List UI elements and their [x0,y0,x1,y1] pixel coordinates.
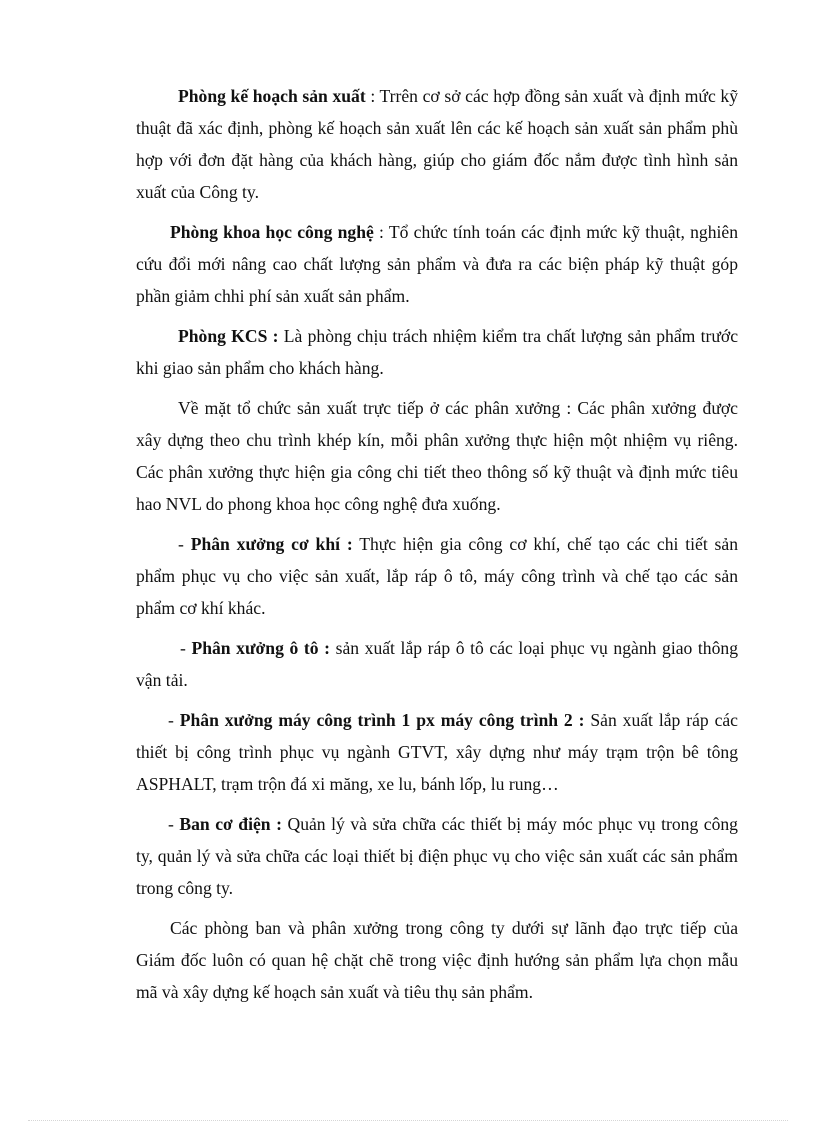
text-kcs: Là phòng chịu trách nhiệm kiểm tra chất lượng sản phẩm trước khi giao sản phẩm cho khách hàng. [136,326,739,378]
text-machinery-workshop: Sản xuất lắp ráp các thiết bị công trình phục vụ ngành GTVT, xây dựng như máy trạm trộn bê tông ASPHALT, trạm trộn đá xi măng, xe lu, bánh lốp, lu rung… [136,710,738,794]
paragraph-production-planning [136,80,738,208]
term-kcs: Phòng KCS : [178,326,279,346]
paragraph-machinery-workshop [136,704,738,800]
paragraph-automobile-workshop [136,632,738,696]
term-science-technology: Phòng khoa học công nghệ [170,222,374,242]
paragraph-mechanical-workshop [136,528,738,624]
prefix-mechanical-workshop: - [178,534,191,554]
term-machinery-workshop: Phân xưởng máy công trình 1 px máy công trình 2 : [179,710,585,730]
paragraph-science-technology [136,216,738,312]
paragraph-electromechanical-board [136,808,738,904]
paragraph-workshop-organization [136,392,738,520]
text-mechanical-workshop: Thực hiện gia công cơ khí, chế tạo các chi tiết sản phẩm phục vụ cho việc sản xuất, lắp ráp ô tô, máy công trình và chế tạo các sản phẩm cơ khí khác. [136,534,738,618]
prefix-automobile-workshop: - [180,638,192,658]
text-production-planning: : Trrên cơ sở các hợp đồng sản xuất và định mức kỹ thuật đã xác định, phòng kế hoạch sản xuất lên các kế hoạch sản xuất sản phẩm phù hợp với đơn đặt hàng của khách hàng, giúp cho giám đốc nắm được tình hình sản xuất của Công ty. [136,86,738,202]
text-science-technology: : Tổ chức tính toán các định mức kỹ thuật, nghiên cứu đổi mới nâng cao chất lượng sản phẩm và đưa ra các biện pháp kỹ thuật góp phần giảm chhi phí sản xuất sản phẩm. [136,222,739,306]
paragraph-summary [136,912,738,1008]
page-bottom-divider [28,1120,788,1121]
prefix-electromechanical-board: - [168,814,180,834]
prefix-machinery-workshop: - [168,710,180,730]
term-mechanical-workshop: Phân xưởng cơ khí : [190,534,353,554]
document-page [136,80,738,1016]
text-electromechanical-board: Quản lý và sửa chữa các thiết bị máy móc phục vụ trong công ty, quản lý và sửa chữa các loại thiết bị điện phục vụ cho việc sản xuất các sản phẩm trong công ty. [136,814,738,898]
text-workshop-organization: Về mặt tổ chức sản xuất trực tiếp ở các phân xưởng : Các phân xưởng được xây dựng theo chu trình khép kín, mỗi phân xưởng thực hiện một nhiệm vụ riêng. Các phân xưởng thực hiện gia công chi tiết theo thông số kỹ thuật và định mức tiêu hao NVL do phong khoa học công nghệ đưa xuống. [136,398,738,514]
paragraph-kcs [136,320,738,384]
term-automobile-workshop: Phân xưởng ô tô : [191,638,330,658]
text-summary: Các phòng ban và phân xưởng trong công ty dưới sự lãnh đạo trực tiếp của Giám đốc luôn có quan hệ chặt chẽ trong việc định hướng sản phẩm lựa chọn mẫu mã và xây dựng kế hoạch sản xuất và tiêu thụ sản phẩm. [136,918,738,1002]
term-electromechanical-board: Ban cơ điện : [179,814,282,834]
text-automobile-workshop: sản xuất lắp ráp ô tô các loại phục vụ ngành giao thông vận tải. [136,638,738,690]
term-production-planning: Phòng kế hoạch sản xuất [178,86,366,106]
